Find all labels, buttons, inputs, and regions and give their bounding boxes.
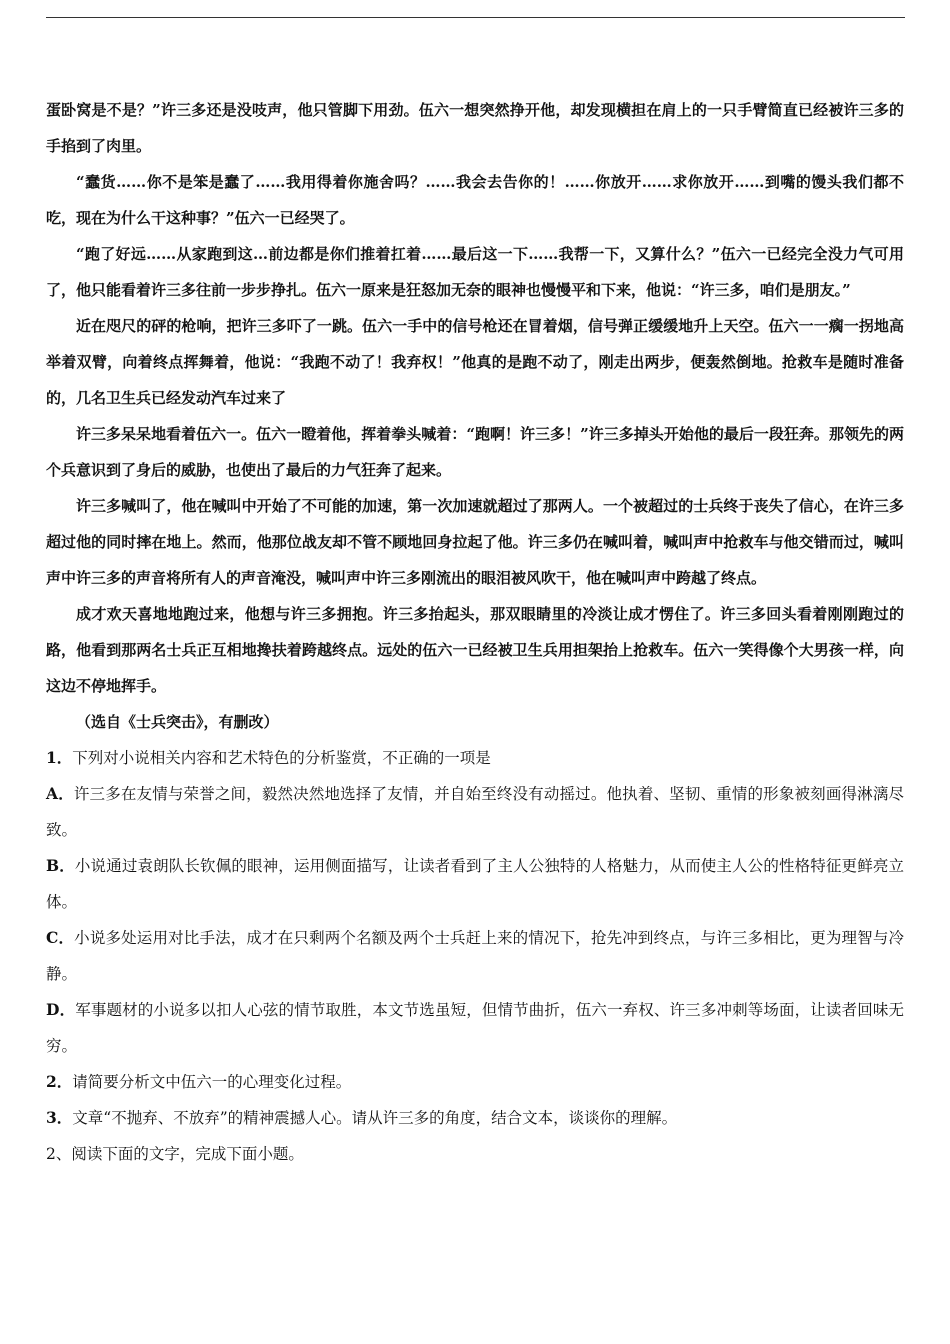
option-a-text: 许三多在友情与荣誉之间，毅然决然地选择了友情，并自始至终没有动摇过。他执着、坚韧、重情的形象被刻画得淋漓尽致。 (46, 785, 904, 839)
option-d-text: 军事题材的小说多以扣人心弦的情节取胜，本文节选虽短，但情节曲折，伍六一弃权、许三多冲刺等场面，让读者回味无穷。 (46, 1001, 904, 1055)
story-paragraph-1: 蛋卧窝是不是？”许三多还是没吱声，他只管脚下用劲。伍六一想突然挣开他，却发现横担在肩上的一只手臂简直已经被许三多的手掐到了肉里。 (46, 101, 904, 155)
option-d-letter: D． (46, 1000, 76, 1019)
option-b-text: 小说通过袁朗队长钦佩的眼神，运用侧面描写，让读者看到了主人公独特的人格魅力，从而使主人公的性格特征更鲜亮立体。 (46, 857, 904, 911)
option-a (46, 776, 904, 848)
question-2 (46, 1064, 904, 1100)
question-3-text: 文章“不抛弃、不放弃”的精神震撼人心。请从许三多的角度，结合文本，谈谈你的理解。 (72, 1109, 678, 1127)
source-note: （选自《士兵突击》，有删改） (76, 713, 279, 731)
header-rule (46, 17, 905, 18)
story-paragraph-4: 近在咫尺的砰的枪响，把许三多吓了一跳。伍六一手中的信号枪还在冒着烟，信号弹正缓缓地升上天空。伍六一一瘸一拐地高举着双臂，向着终点挥舞着，他说：“我跑不动了！我弃权！”他真的是跑不动了，刚走出两步，便轰然倒地。抢救车是随时准备的，几名卫生兵已经发动汽车过来了 (46, 317, 904, 407)
story-paragraph-2: “蠢货……你不是笨是蠢了……我用得着你施舍吗？……我会去告你的！……你放开……求你放开……到嘴的馒头我们都不吃，现在为什么干这种事？”伍六一已经哭了。 (46, 173, 904, 227)
option-b-letter: B． (46, 856, 75, 875)
story-excerpt (46, 92, 904, 704)
question-2-text: 请简要分析文中伍六一的心理变化过程。 (72, 1073, 352, 1091)
question-1-number: 1． (46, 748, 73, 767)
option-a-letter: A． (46, 784, 74, 803)
option-c-letter: C． (46, 928, 75, 947)
option-b (46, 848, 904, 920)
question-3 (46, 1100, 904, 1136)
story-paragraph-3: “跑了好远……从家跑到这…前边都是你们推着扛着……最后这一下……我帮一下，又算什么？”伍六一已经完全没力气可用了，他只能看着许三多往前一步步挣扎。伍六一原来是狂怒加无奈的眼神也慢慢平和下来，他说：“许三多，咱们是朋友。” (46, 245, 904, 299)
document-page (46, 92, 904, 1172)
story-paragraph-6: 许三多喊叫了，他在喊叫中开始了不可能的加速，第一次加速就超过了那两人。一个被超过的士兵终于丧失了信心，在许三多超过他的同时摔在地上。然而，他那位战友却不管不顾地回身拉起了他。许三多仍在喊叫着，喊叫声中抢救车与他交错而过，喊叫声中许三多的声音将所有人的声音淹没，喊叫声中许三多刚流出的眼泪被风吹干，他在喊叫声中跨越了终点。 (46, 497, 904, 587)
question-3-number: 3． (46, 1108, 73, 1127)
option-c (46, 920, 904, 992)
section-2-heading: 2、阅读下面的文字，完成下面小题。 (46, 1145, 304, 1163)
option-d (46, 992, 904, 1064)
story-paragraph-7: 成才欢天喜地地跑过来，他想与许三多拥抱。许三多抬起头，那双眼睛里的冷淡让成才愣住了。许三多回头看着刚刚跑过的路，他看到那两名士兵正互相地搀扶着跨越终点。远处的伍六一已经被卫生兵用担架抬上抢救车。伍六一笑得像个大男孩一样，向这边不停地挥手。 (46, 605, 904, 695)
question-2-number: 2． (46, 1072, 73, 1091)
question-1-text: 下列对小说相关内容和艺术特色的分析鉴赏，不正确的一项是 (72, 749, 491, 767)
question-1 (46, 740, 904, 776)
option-c-text: 小说多处运用对比手法，成才在只剩两个名额及两个士兵赶上来的情况下，抢先冲到终点，与许三多相比，更为理智与冷静。 (46, 929, 904, 983)
story-paragraph-5: 许三多呆呆地看着伍六一。伍六一瞪着他，挥着拳头喊着：“跑啊！许三多！”许三多掉头开始他的最后一段狂奔。那领先的两个兵意识到了身后的威胁，也使出了最后的力气狂奔了起来。 (46, 425, 904, 479)
